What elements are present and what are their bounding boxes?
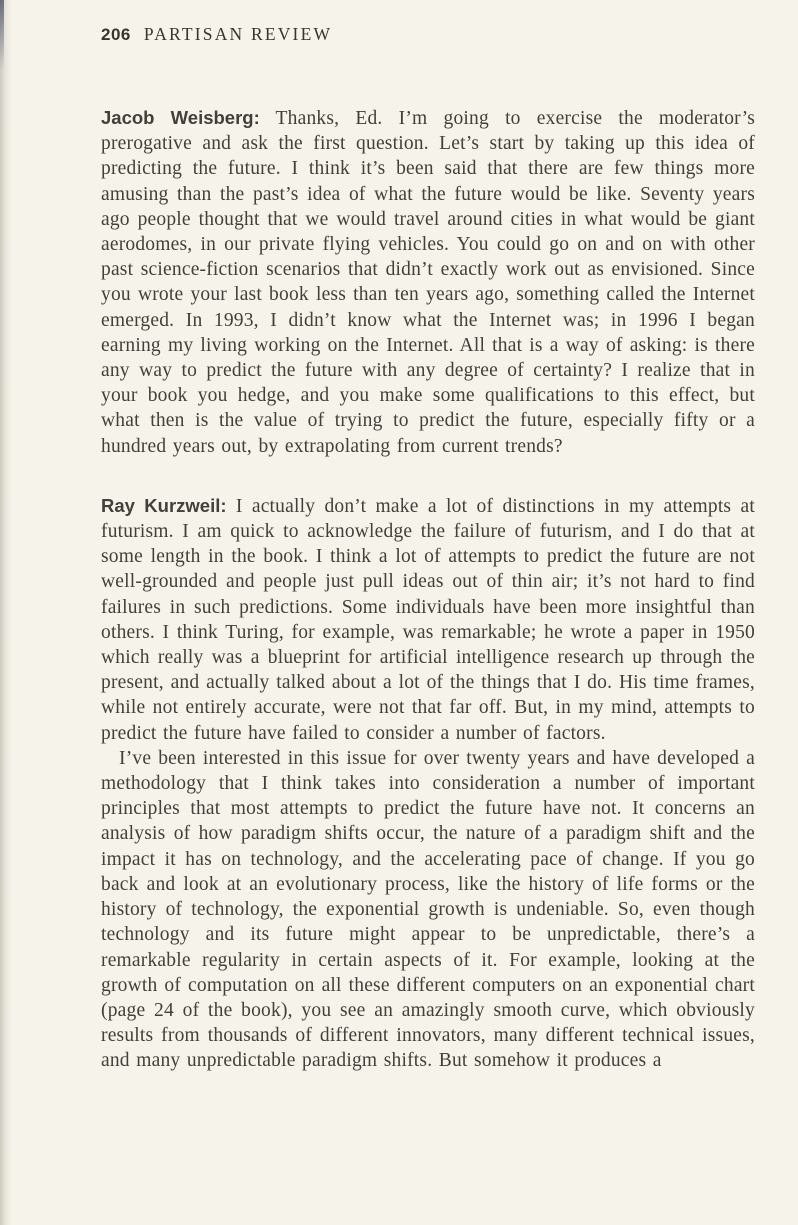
speech-text-kurzweil: I actually don’t make a lot of distinctions in my attempts at futurism. I am quick to acknowledge the failure of futurism, and I do that at some length in the book. I think a lot of attempts to predict the future are not well-grounded and people just pull ideas out of thin air; it’s not hard to find failures in such predictions. Some individuals have been more insightful than others. I think Turing, for example, was remarkable; he wrote a paper in 1950 which really was a blueprint for artificial intelligence research up through the present, and actually talked about a lot of the things that I do. His time frames, while not entirely accurate, were not that far off. But, in my mind, attempts to predict the future have failed to consider a number of factors. bbox=[101, 495, 755, 744]
page-number: 206 bbox=[101, 25, 131, 44]
paragraph-kurzweil-continuation bbox=[101, 746, 755, 1074]
speech-text-weisberg: Thanks, Ed. I’m going to exercise the moderator’s prerogative and ask the first question. Let’s start by taking up this idea of predicting the future. I think it’s been said that there are few things more amusing than the past’s idea of what the future would be like. Seventy years ago people thought that we would travel around cities in what would be giant aerodomes, in our private flying vehicles. You could go on and on with other past science-fiction scenarios that didn’t exactly work out as envisioned. Since you wrote your last book less than ten years ago, something called the Internet emerged. In 1993, I didn’t know what the Internet was; in 1996 I began earning my living working on the Internet. All that is a way of asking: is there any way to predict the future with any degree of certainty? I realize that in your book you hedge, and you make some qualifications to this effect, but what then is the value of trying to predict the future, especially fifty or a hundred years out, by extrapolating from current trends? bbox=[101, 108, 755, 457]
scan-edge-shadow bbox=[0, 0, 12, 1225]
page-content bbox=[101, 24, 755, 1074]
speech-text-kurzweil-continuation: I’ve been interested in this issue for over twenty years and have developed a methodology that I think takes into consideration a number of important principles that most attempts to predict the future have not. It concerns an analysis of how paradigm shifts occur, the nature of a paradigm shift and the impact it has on technology, and the accelerating pace of change. If you go back and look at an evolutionary process, like the history of life forms or the history of technology, the exponential growth is undeniable. So, even though technology and its future might appear to be unpredictable, there’s a remarkable regularity in certain aspects of it. For example, looking at the growth of computation on all these different computers on an exponential chart (page 24 of the book), you see an amazingly smooth curve, which obviously results from thousands of different innovators, many different technical issues, and many unpredictable paradigm shifts. But somehow it produces a bbox=[101, 747, 755, 1072]
body-text bbox=[101, 105, 755, 1074]
paragraph-kurzweil bbox=[101, 493, 755, 746]
speaker-name-weisberg: Jacob Weisberg: bbox=[101, 107, 260, 128]
speaker-name-kurzweil: Ray Kurzweil: bbox=[101, 494, 227, 516]
running-head bbox=[101, 24, 755, 45]
scan-edge-corner bbox=[0, 0, 4, 70]
journal-title: PARTISAN REVIEW bbox=[143, 24, 333, 44]
paragraph-weisberg bbox=[101, 105, 755, 459]
